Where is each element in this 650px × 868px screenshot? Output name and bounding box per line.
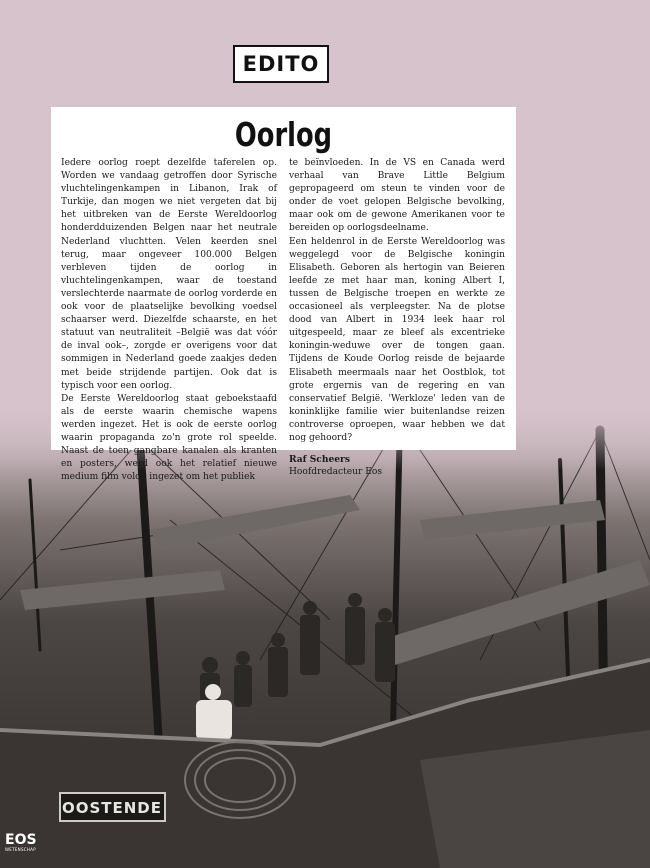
logo-subtitle: WETENSCHAP (5, 847, 36, 852)
article-columns (61, 157, 506, 484)
logo-mark: EOS (5, 832, 37, 848)
paragraph: Een heldenrol in de Eerste Wereldoorlog was weggelegd voor de Belgische koningin Elisabeth. Geboren als hertogin van Beieren leefde ze met haar man, koning Albert I, tussen de Belgische troepen en werkte ze occasioneel als verpleegster. Na de plotse dood van Albert in 1934 leek haar rol uitgespeeld, maar ze bleef als excentrieke koningin-weduwe over de tongen gaan. Tijdens de Koude Oorlog reisde de bejaarde Elisabeth meermaals naar het Oostblok, tot grote ergernis van de regering en van conservatief België. 'Werkloze' leden van de koninklijke familie wier buitenlandse reizen controverse oproepen, waar hebben we dat nog gehoord? (289, 236, 505, 443)
article-card (51, 107, 516, 483)
article-title: Oorlog (234, 115, 333, 154)
author-name: Raf Scheers (289, 454, 350, 466)
article-column-left (61, 157, 277, 484)
eos-logo (5, 833, 45, 863)
paragraph: te beïnvloeden. In de VS en Canada werd verhaal van Brave Little Belgium gepropageerd om steun te vinden voor de onder de voet gelopen Belgische bevolking, maar ook om de gewone Amerikanen voor te bereiden op oorlogsdeelname. (289, 158, 505, 234)
article-column-right (289, 157, 505, 484)
paragraph: Iedere oorlog roept dezelfde taferelen op. Worden we vandaag getroffen door Syrische vluchtelingenkampen in Libanon, Irak of Turkije, dan mogen we niet vergeten dat bij het uitbreken van de Eerste Wereldoorlog honderdduizenden Belgen naar het neutrale Nederland vluchtten. Velen keerden snel terug, maar ongeveer 100.000 Belgen verbleven tijden de oorlog in vluchtelingenkampen, waar de toestand verslechterde naarmate de oorlog vorderde en ook voor de plaatselijke bevolking voedsel schaarser werd. Diezelfde schaarste, en het statuut van neutraliteit –België was dat vóór de inval ook–, zorgde er overigens voor dat sommigen in Nederland goede zaakjes deden met beide strijdende partijen. Ook dat is typisch voor een oorlog. (61, 158, 277, 391)
section-label: EDITO (233, 45, 329, 83)
paragraph: De Eerste Wereldoorlog staat geboekstaafd als de eerste waarin chemische wapens werden ingezet. Het is ook de eerste oorlog waarin propaganda zo'n grote rol speelde. Naast de toen gangbare kanalen als kranten en posters, werd ook het relatief nieuwe medium film volop ingezet om het publiek (61, 393, 277, 483)
signoff (289, 453, 505, 479)
author-role: Hoofdredacteur Eos (289, 467, 383, 478)
